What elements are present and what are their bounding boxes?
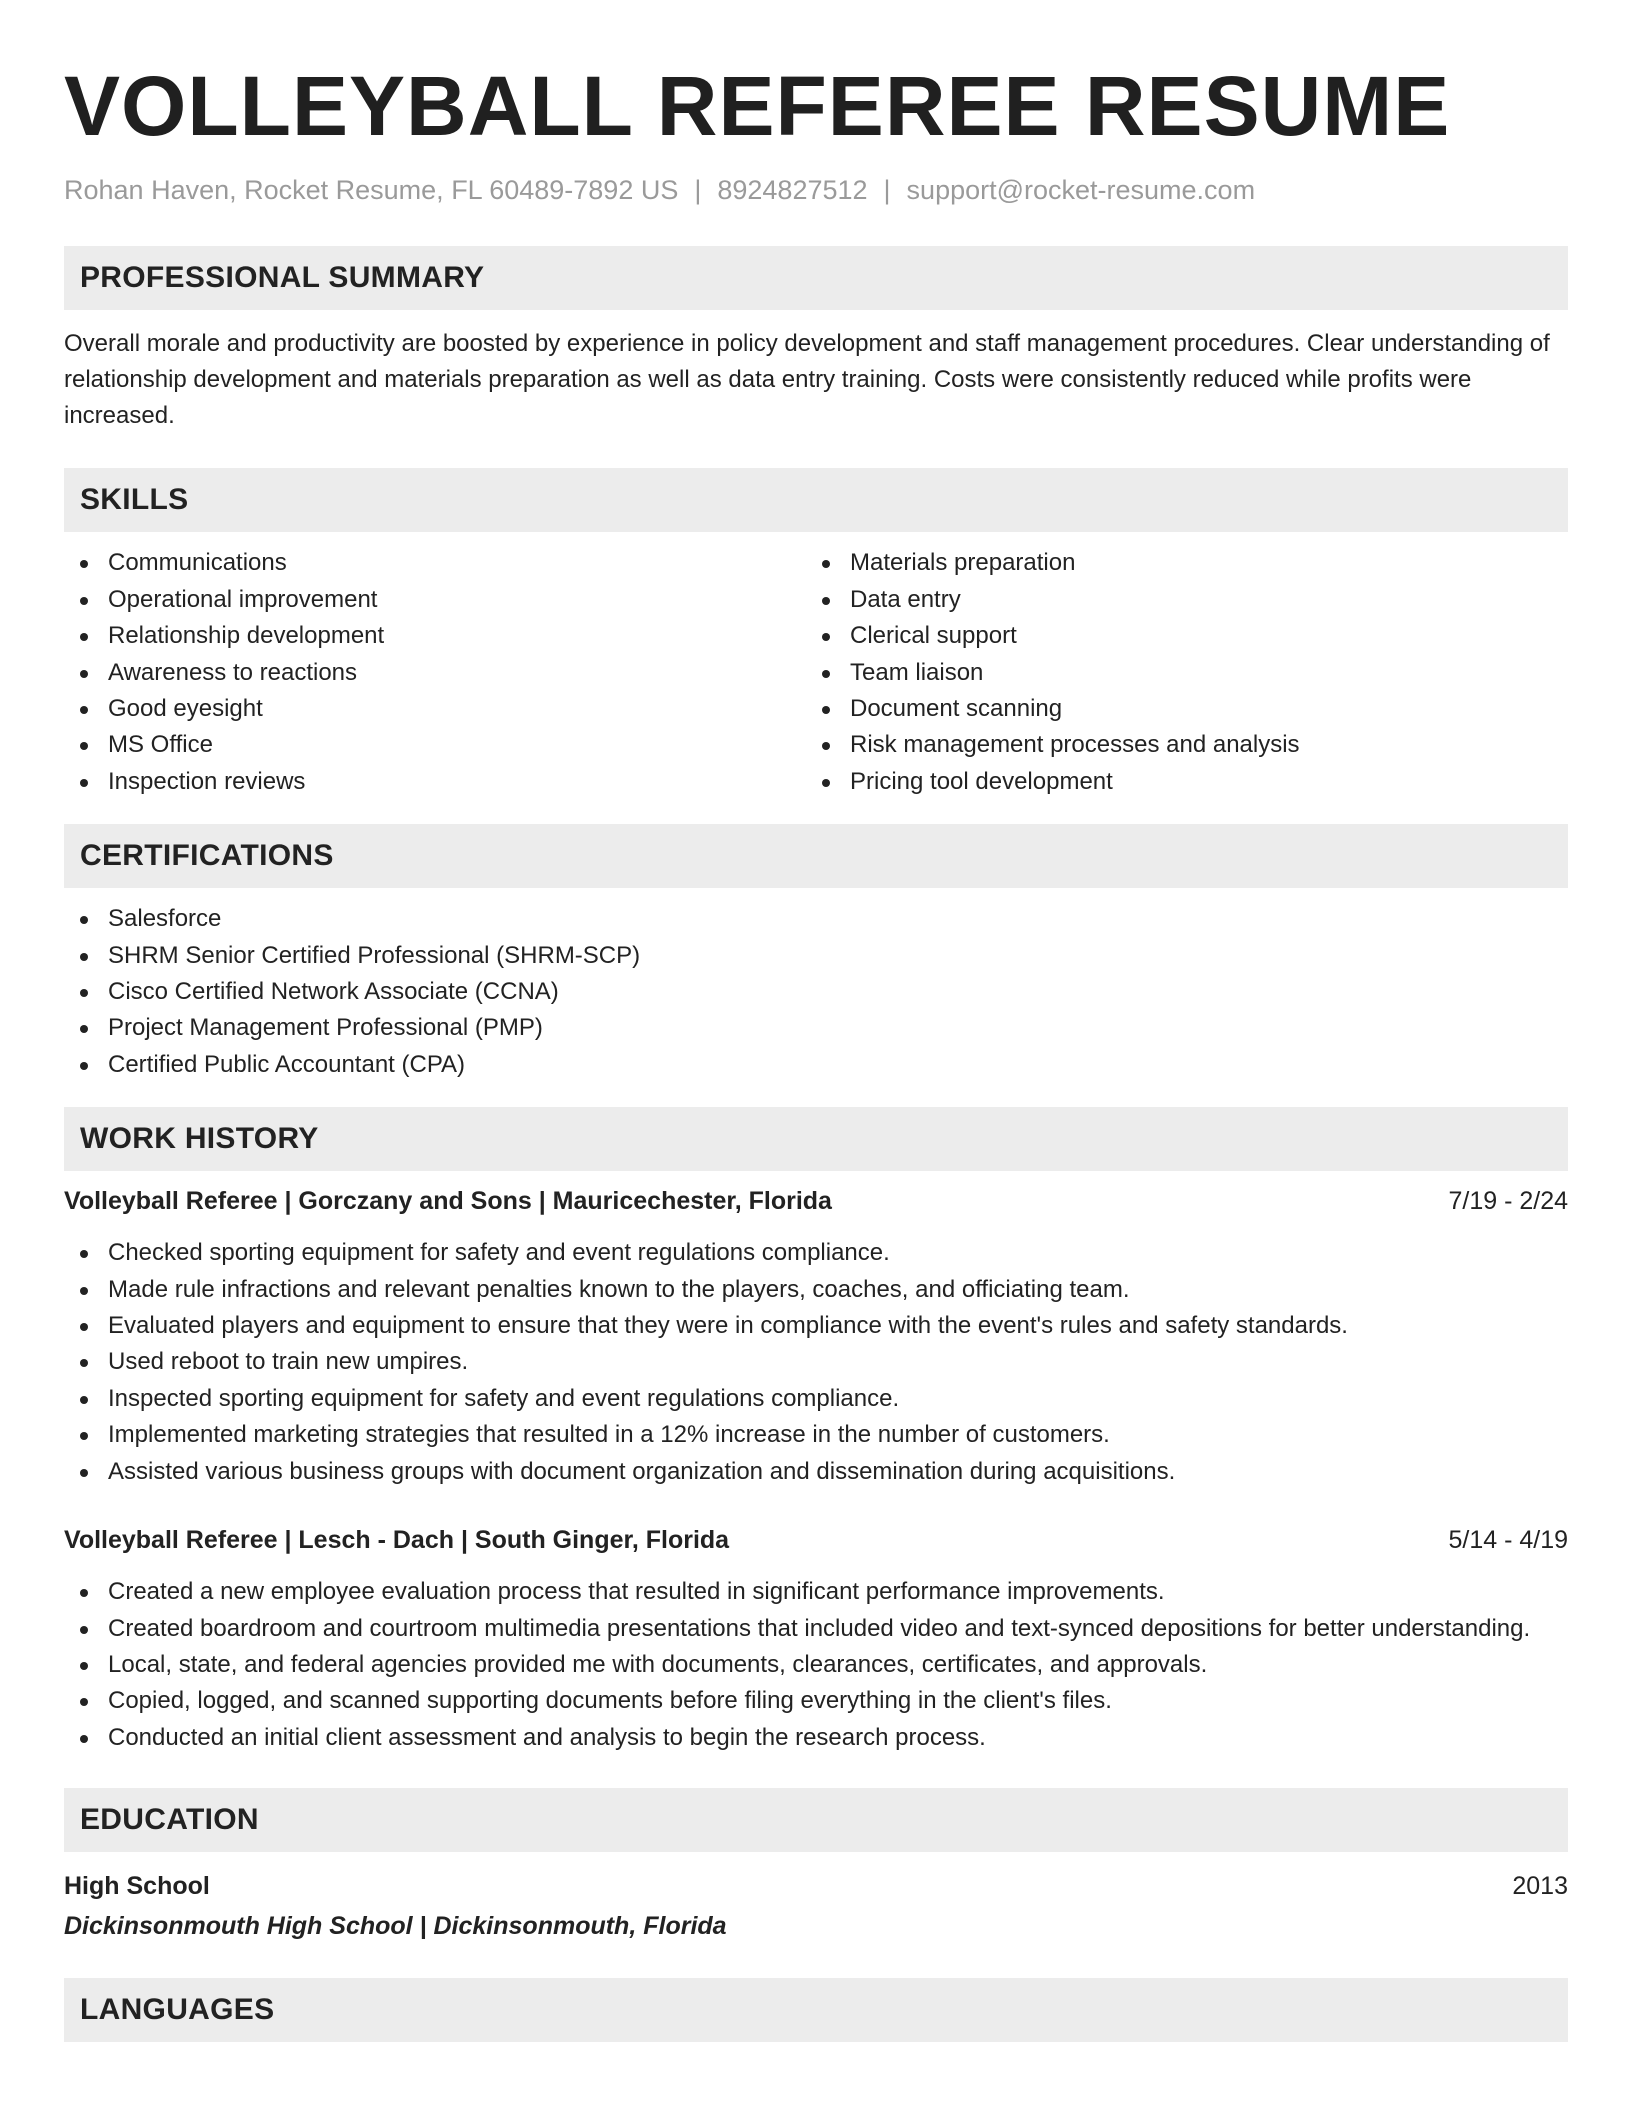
job-header xyxy=(64,1522,1568,1558)
certification-item: Cisco Certified Network Associate (CCNA) xyxy=(64,974,1568,1010)
skills-columns xyxy=(64,545,1568,800)
education-year: 2013 xyxy=(1512,1872,1568,1901)
resume-title: VOLLEYBALL REFEREE RESUME xyxy=(64,59,1451,153)
skill-item: Data entry xyxy=(806,582,1548,618)
job-bullet: Created boardroom and courtroom multimedia presentations that included video and text-synced depositions for better understanding. xyxy=(64,1611,1568,1647)
skill-item: MS Office xyxy=(64,727,806,763)
certification-item: Project Management Professional (PMP) xyxy=(64,1010,1568,1046)
work-history-heading: WORK HISTORY xyxy=(64,1107,1568,1171)
job-bullet: Assisted various business groups with document organization and dissemination during acquisitions. xyxy=(64,1454,1568,1490)
education-entry xyxy=(64,1868,1568,1944)
summary-text: Overall morale and productivity are boosted by experience in policy development and staff management procedures. Clear understanding of relationship development and materials preparation as well as data entry training. Costs were consistently reduced while profits were increased. xyxy=(64,330,1550,430)
skill-item: Communications xyxy=(64,545,806,581)
languages-heading: LANGUAGES xyxy=(64,1978,1568,2042)
education-degree: High School xyxy=(64,1872,210,1901)
contact-separator: | xyxy=(694,175,702,205)
skills-heading: SKILLS xyxy=(64,468,1568,532)
job-bullet: Inspected sporting equipment for safety and event regulations compliance. xyxy=(64,1381,1568,1417)
certification-item: SHRM Senior Certified Professional (SHRM-SCP) xyxy=(64,938,1568,974)
skill-item: Risk management processes and analysis xyxy=(806,727,1548,763)
contact-line xyxy=(64,174,1568,206)
job-bullets xyxy=(64,1574,1568,1756)
job-bullets xyxy=(64,1235,1568,1490)
skill-item: Document scanning xyxy=(806,691,1548,727)
job-bullet: Local, state, and federal agencies provided me with documents, clearances, certificates, and approvals. xyxy=(64,1647,1568,1683)
summary-heading: PROFESSIONAL SUMMARY xyxy=(64,246,1568,310)
skill-item: Awareness to reactions xyxy=(64,655,806,691)
certifications-list xyxy=(64,901,1568,1083)
job-header xyxy=(64,1183,1568,1219)
skill-item: Operational improvement xyxy=(64,582,806,618)
contact-email: support@rocket-resume.com xyxy=(906,175,1256,205)
contact-phone: 8924827512 xyxy=(717,175,868,205)
skill-item: Clerical support xyxy=(806,618,1548,654)
skills-list-left xyxy=(64,545,806,800)
skill-item: Materials preparation xyxy=(806,545,1548,581)
job-entry xyxy=(64,1183,1568,1490)
job-bullet: Made rule infractions and relevant penalties known to the players, coaches, and officiating team. xyxy=(64,1272,1568,1308)
job-bullet: Used reboot to train new umpires. xyxy=(64,1344,1568,1380)
certification-item: Certified Public Accountant (CPA) xyxy=(64,1047,1568,1083)
skill-item: Pricing tool development xyxy=(806,764,1548,800)
education-header xyxy=(64,1868,1568,1904)
certifications-heading: CERTIFICATIONS xyxy=(64,824,1568,888)
job-bullet: Checked sporting equipment for safety and event regulations compliance. xyxy=(64,1235,1568,1271)
contact-address: Rohan Haven, Rocket Resume, FL 60489-7892 US xyxy=(64,175,679,205)
education-school: Dickinsonmouth High School | Dickinsonmouth, Florida xyxy=(64,1912,727,1941)
contact-separator: | xyxy=(883,175,891,205)
job-title: Volleyball Referee | Lesch - Dach | South Ginger, Florida xyxy=(64,1526,730,1555)
certification-item: Salesforce xyxy=(64,901,1568,937)
job-title: Volleyball Referee | Gorczany and Sons | Mauricechester, Florida xyxy=(64,1187,832,1216)
job-bullet: Copied, logged, and scanned supporting documents before filing everything in the client's files. xyxy=(64,1683,1568,1719)
job-bullet: Conducted an initial client assessment and analysis to begin the research process. xyxy=(64,1720,1568,1756)
skills-list-right xyxy=(806,545,1548,800)
skill-item: Team liaison xyxy=(806,655,1548,691)
job-bullet: Implemented marketing strategies that resulted in a 12% increase in the number of customers. xyxy=(64,1417,1568,1453)
job-entry xyxy=(64,1522,1568,1756)
job-dates: 5/14 - 4/19 xyxy=(1448,1526,1568,1555)
skill-item: Relationship development xyxy=(64,618,806,654)
skill-item: Inspection reviews xyxy=(64,764,806,800)
education-heading: EDUCATION xyxy=(64,1788,1568,1852)
job-dates: 7/19 - 2/24 xyxy=(1448,1187,1568,1216)
job-bullet: Evaluated players and equipment to ensure that they were in compliance with the event's rules and safety standards. xyxy=(64,1308,1568,1344)
skill-item: Good eyesight xyxy=(64,691,806,727)
job-bullet: Created a new employee evaluation process that resulted in significant performance improvements. xyxy=(64,1574,1568,1610)
